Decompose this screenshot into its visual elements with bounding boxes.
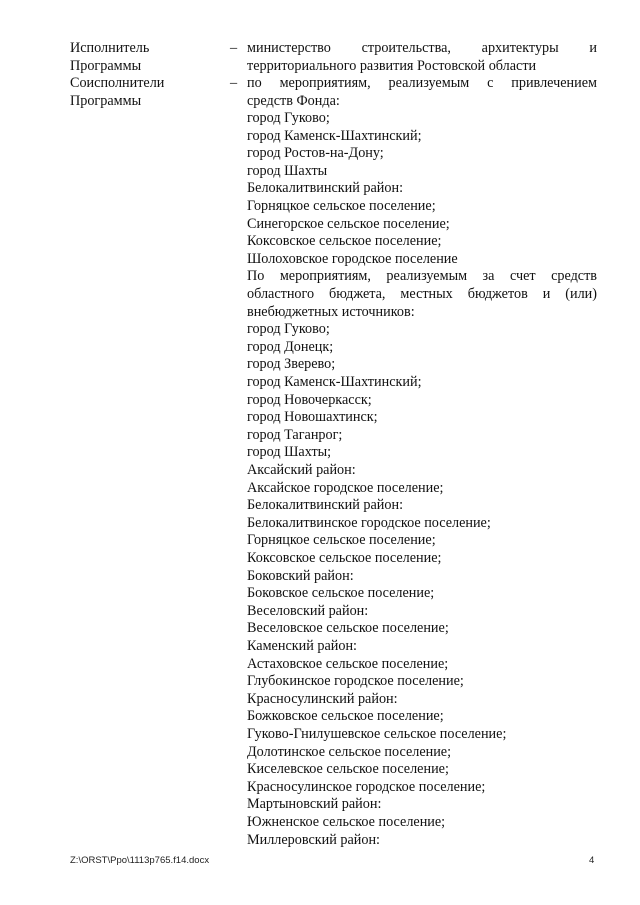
fund-list-item: город Ростов-на-Дону; — [247, 145, 384, 162]
coexecutors-intro-line2: средств Фонда: — [247, 92, 340, 109]
budget-list-item: город Каменск-Шахтинский; — [247, 374, 422, 390]
executor-label — [70, 40, 230, 75]
budget-list-item: Белокалитвинское городское поселение; — [247, 514, 491, 531]
budget-intro-line3: внебюджетных источников: — [247, 303, 415, 320]
budget-list-item: Каменский район: — [247, 638, 357, 654]
budget-list-item: город Шахты; — [247, 444, 332, 461]
coexecutors-row — [70, 75, 597, 110]
fund-list-item: город Шахты — [247, 162, 328, 179]
budget-list-item: Боковский район: — [247, 567, 354, 584]
coexecutors-label — [70, 75, 230, 110]
executor-label-line2: Программы — [70, 57, 142, 74]
coexecutors-intro-line1: по мероприятиям, реализуемым с привлечением — [247, 75, 597, 91]
budget-list-item: город Таганрог; — [247, 426, 343, 443]
budget-list-item: Веселовский район: — [247, 602, 369, 619]
budget-list-item: Красносулинское городское поселение; — [247, 778, 486, 795]
budget-list-item: Гуково-Гнилушевское сельское поселение; — [247, 726, 507, 742]
budget-list-item: Южненское сельское поселение; — [247, 814, 446, 830]
budget-list-item: Аксайский район: — [247, 462, 356, 478]
budget-list-item: Миллеровский район: — [247, 831, 381, 848]
budget-list-item: Мартыновский район: — [247, 796, 382, 813]
budget-list-item: Глубокинское городское поселение; — [247, 673, 464, 690]
budget-intro-line2: областного бюджета, местных бюджетов и (или) — [247, 285, 597, 302]
fund-list-item: город Гуково; — [247, 110, 330, 126]
budget-list-item: Горняцкое сельское поселение; — [247, 532, 436, 549]
budget-list-item: Долотинское сельское поселение; — [247, 743, 452, 760]
budget-list-item: город Новошахтинск; — [247, 409, 378, 426]
fund-list-item: Коксовское сельское поселение; — [247, 233, 442, 250]
budget-list-item: Белокалитвинский район: — [247, 497, 404, 514]
budget-list-item: город Зверево; — [247, 356, 336, 373]
coexecutors-label-line2: Программы — [70, 92, 142, 109]
executor-value-line2: территориального развития Ростовской области — [247, 57, 537, 74]
budget-list-item: город Новочеркасск; — [247, 391, 372, 408]
budget-list-item: Божковское сельское поселение; — [247, 708, 444, 725]
executor-label-line1: Исполнитель — [70, 40, 150, 56]
fund-list-item: Белокалитвинский район: — [247, 180, 404, 197]
footer-file-path: Z:\ORST\Ppo\1113p765.f14.docx — [70, 855, 210, 866]
executor-dash: – — [230, 40, 238, 56]
budget-list-item: город Донецк; — [247, 338, 334, 355]
fund-list-item: Синегорское сельское поселение; — [247, 215, 450, 232]
budget-list-item: Коксовское сельское поселение; — [247, 550, 442, 566]
budget-list-item: Астаховское сельское поселение; — [247, 655, 449, 672]
fund-list-item: город Каменск-Шахтинский; — [247, 127, 422, 144]
budget-list-item: Аксайское городское поселение; — [247, 479, 444, 496]
fund-list-item: Горняцкое сельское поселение; — [247, 198, 436, 214]
budget-list-item: Боковское сельское поселение; — [247, 585, 435, 602]
coexecutors-dash: – — [230, 75, 238, 91]
budget-intro-line1: По мероприятиям, реализуемым за счет средств — [247, 268, 597, 285]
fund-list-item: Шолоховское городское поселение — [247, 250, 458, 267]
budget-list-item: Киселевское сельское поселение; — [247, 761, 449, 778]
executor-value-line1: министерство строительства, архитектуры и — [247, 40, 597, 56]
budget-list-item: Красносулинский район: — [247, 690, 398, 707]
budget-intro-paragraph — [247, 268, 597, 321]
coexecutors-intro — [247, 75, 597, 110]
coexecutors-label-line1: Соисполнители — [70, 75, 165, 91]
budget-list-item: Веселовское сельское поселение; — [247, 620, 449, 637]
executor-value — [247, 40, 597, 75]
executor-row — [70, 40, 597, 75]
footer-page-number: 4 — [589, 855, 595, 866]
budget-list-item: город Гуково; — [247, 321, 330, 338]
